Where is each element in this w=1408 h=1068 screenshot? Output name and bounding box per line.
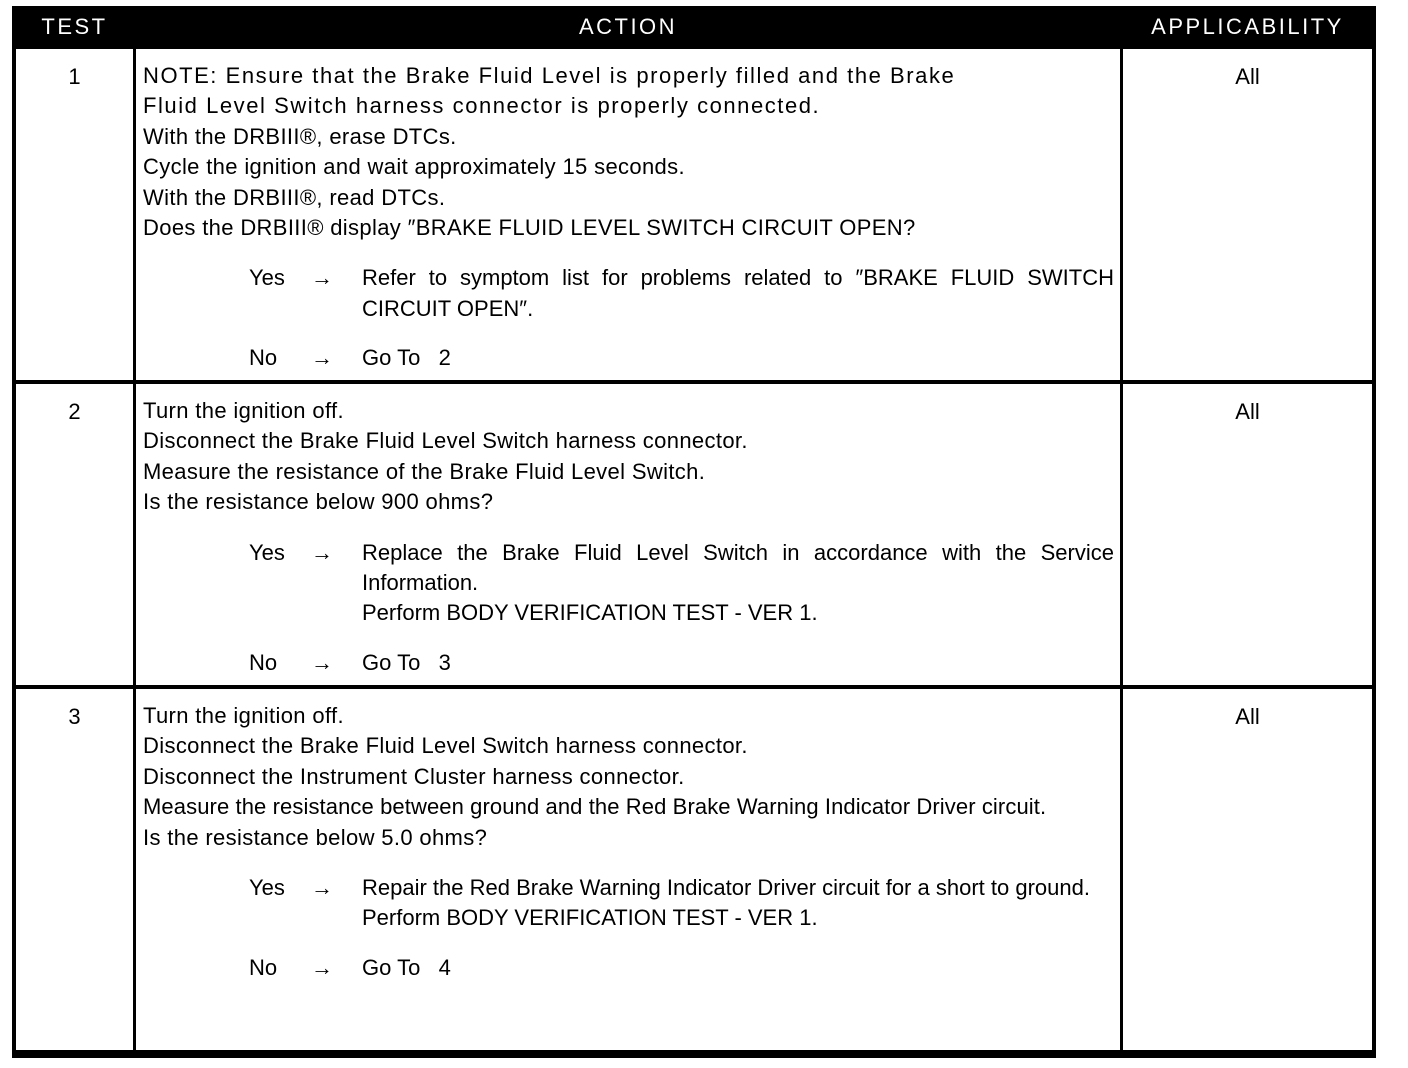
arrow-icon: → [311, 954, 333, 980]
action-cell [136, 384, 1120, 685]
no-result: Go To 3 [362, 649, 451, 675]
yes-result: Replace the Brake Fluid Level Switch in accordance with the Service Information. [362, 539, 1114, 596]
no-outcome [143, 343, 1114, 373]
no-result: Go To 4 [362, 954, 451, 980]
yes-outcome [143, 263, 1114, 324]
yes-result-followup: Perform BODY VERIFICATION TEST - VER 1. [362, 905, 818, 931]
action-line: Measure the resistance of the Brake Fluid Level Switch. [143, 458, 706, 484]
action-line: Cycle the ignition and wait approximately 15 seconds. [143, 154, 685, 180]
arrow-icon: → [311, 539, 333, 565]
action-line: Measure the resistance between ground and the Red Brake Warning Indicator Driver circuit. [143, 794, 1047, 820]
action-line: Is the resistance below 5.0 ohms? [143, 824, 488, 850]
no-label: No [249, 649, 278, 675]
action-line: Disconnect the Brake Fluid Level Switch harness connector. [143, 428, 748, 454]
test-number: 3 [16, 689, 133, 1050]
action-line: Fluid Level Switch harness connector is properly connected. [143, 93, 821, 119]
action-cell [136, 689, 1120, 1050]
table-header [12, 6, 1376, 46]
header-test: TEST [41, 14, 108, 39]
applicability-value: All [1123, 49, 1372, 380]
no-label: No [249, 345, 278, 371]
no-outcome [143, 953, 1114, 983]
yes-result: Refer to symptom list for problems related to ″BRAKE FLUID SWITCH CIRCUIT OPEN″. [362, 265, 1114, 321]
action-line: Turn the ignition off. [143, 703, 344, 728]
no-result: Go To 2 [362, 345, 451, 371]
applicability-value: All [1123, 384, 1372, 685]
action-line: NOTE: Ensure that the Brake Fluid Level is properly filled and the Brake [143, 63, 956, 88]
diagnostic-test-table [12, 6, 1376, 1058]
yes-label: Yes [249, 875, 285, 901]
arrow-icon: → [311, 649, 333, 675]
test-number: 2 [16, 384, 133, 685]
yes-outcome [143, 873, 1114, 934]
arrow-icon: → [311, 875, 333, 901]
applicability-value: All [1123, 689, 1372, 1050]
test-number: 1 [16, 49, 133, 380]
action-line: Turn the ignition off. [143, 398, 344, 423]
action-line: Is the resistance below 900 ohms? [143, 489, 494, 515]
action-line: Disconnect the Brake Fluid Level Switch harness connector. [143, 733, 748, 759]
yes-outcome [143, 538, 1114, 629]
action-cell [136, 49, 1120, 380]
yes-result: Repair the Red Brake Warning Indicator Driver circuit for a short to ground. [362, 875, 1090, 901]
action-line: With the DRBIII®, read DTCs. [143, 184, 446, 210]
action-line: With the DRBIII®, erase DTCs. [143, 123, 457, 149]
no-label: No [249, 954, 278, 980]
yes-label: Yes [249, 265, 285, 291]
yes-label: Yes [249, 539, 285, 565]
header-applicability: APPLICABILITY [1151, 14, 1344, 39]
action-line: Does the DRBIII® display ″BRAKE FLUID LEVEL SWITCH CIRCUIT OPEN? [143, 215, 916, 241]
header-action: ACTION [578, 14, 678, 39]
arrow-icon: → [311, 265, 333, 291]
action-line: Disconnect the Instrument Cluster harness connector. [143, 763, 685, 789]
yes-result-followup: Perform BODY VERIFICATION TEST - VER 1. [362, 600, 818, 626]
arrow-icon: → [311, 345, 333, 371]
no-outcome [143, 648, 1114, 678]
